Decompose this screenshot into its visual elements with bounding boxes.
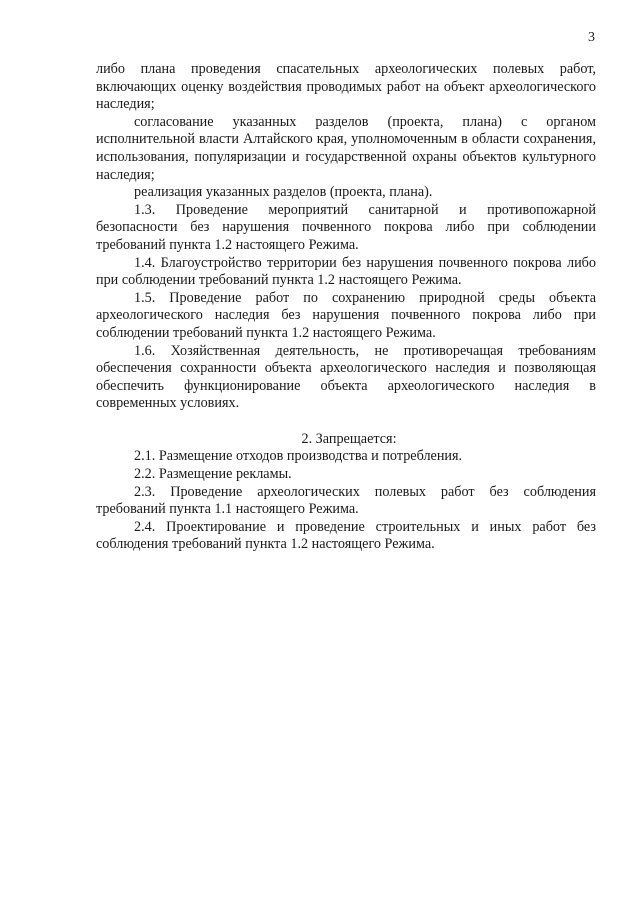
paragraph-item-1-6: 1.6. Хозяйственная деятельность, не противоречащая требованиям обеспечения сохранности объекта археологического наследия и позволяющая обеспечить функционирование объекта археологического наследия в современных условиях. xyxy=(96,342,596,412)
paragraph-item-2-2: 2.2. Размещение рекламы. xyxy=(134,466,292,483)
document-body xyxy=(96,61,596,554)
paragraph-plan-continuation: либо плана проведения спасательных археологических полевых работ, включающих оценку воздействия проводимых работ на объект археологического наследия; xyxy=(96,61,596,113)
page-number: 3 xyxy=(588,30,595,45)
paragraph-item-1-5: 1.5. Проведение работ по сохранению природной среды объекта археологического наследия без нарушения почвенного покрова либо при соблюдении требований пункта 1.2 настоящего Режима. xyxy=(96,289,596,341)
paragraph-approval: согласование указанных разделов (проекта, плана) с органом исполнительной власти Алтайского края, уполномоченным в области сохранения, использования, популяризации и государственной охраны объектов культурного наследия; xyxy=(96,113,596,183)
paragraph-item-1-4: 1.4. Благоустройство территории без нарушения почвенного покрова либо при соблюдении требований пункта 1.2 настоящего Режима. xyxy=(96,254,596,289)
paragraph-item-1-3: 1.3. Проведение мероприятий санитарной и противопожарной безопасности без нарушения почвенного покрова либо при соблюдении требований пункта 1.2 настоящего Режима. xyxy=(96,201,596,253)
paragraph-implementation: реализация указанных разделов (проекта, плана). xyxy=(134,184,433,201)
paragraph-item-2-3: 2.3. Проведение археологических полевых работ без соблюдения требований пункта 1.1 настоящего Режима. xyxy=(96,483,596,518)
paragraph-item-2-4: 2.4. Проектирование и проведение строительных и иных работ без соблюдения требований пункта 1.2 настоящего Режима. xyxy=(96,518,596,553)
paragraph-item-2-1: 2.1. Размещение отходов производства и потребления. xyxy=(134,448,463,465)
section-heading-prohibited: 2. Запрещается: xyxy=(301,430,397,447)
